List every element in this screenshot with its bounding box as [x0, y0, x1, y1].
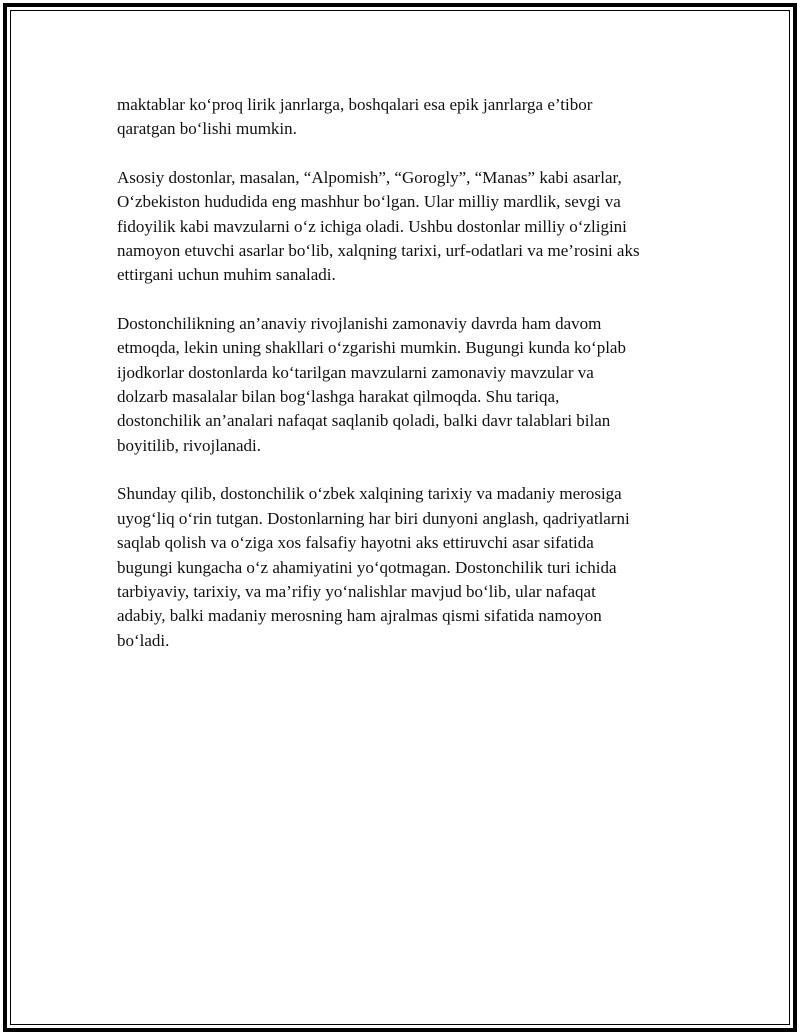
paragraph-1: maktablar ko‘proq lirik janrlarga, boshqalari esa epik janrlarga e’tibor qaratgan bo‘lishi mumkin.: [117, 95, 593, 139]
paragraph-3: Dostonchilikning an’anaviy rivojlanishi zamonaviy davrda ham davom etmoqda, lekin uning shakllari o‘zgarishi mumkin. Bugungi kunda ko‘plab ijodkorlar dostonlarda ko‘tarilgan mavzularni zamonaviy mavzular va dolzarb masalalar bilan bog‘lashga harakat qilmoqda. Shu tariqa, dostonchilik an’analari nafaqat saqlanib qoladi, balki davr talablari bilan boyitilib, rivojlanadi.: [117, 313, 626, 455]
paragraph-4: Shunday qilib, dostonchilik o‘zbek xalqining tarixiy va madaniy merosiga uyog‘liq o‘rin tutgan. Dostonlarning har biri dunyoni anglash, qadriyatlarni saqlab qolish va o‘ziga xos falsafiy hayotni aks ettiruvchi asar sifatida bugungi kungacha o‘z ahamiyatini yo‘qotmagan. Dostonchilik turi ichida tarbiyaviy, tarixiy, va ma’rifiy yo‘nalishlar mavjud bo‘lib, ular nafaqat adabiy, balki madaniy merosning ham ajralmas qismi sifatida namoyon bo‘ladi.: [117, 484, 630, 650]
document-body: [117, 93, 697, 677]
paragraph-2: Asosiy dostonlar, masalan, “Alpomish”, “Gorogly”, “Manas” kabi asarlar, O‘zbekiston hududida eng mashhur bo‘lgan. Ular milliy mardlik, sevgi va fidoyilik kabi mavzularni o‘z ichiga oladi. Ushbu dostonlar milliy o‘zligini namoyon etuvchi asarlar bo‘lib, xalqning tarixi, urf-odatlari va me’rosini aks ettirgani uchun muhim sanaladi.: [117, 167, 640, 285]
